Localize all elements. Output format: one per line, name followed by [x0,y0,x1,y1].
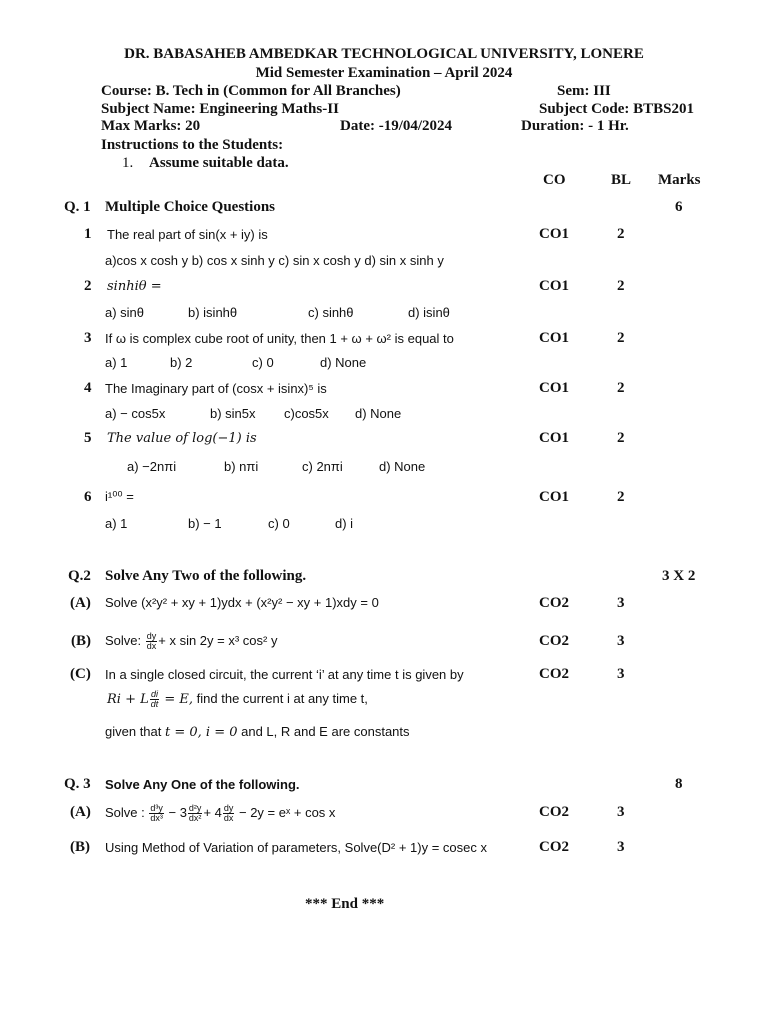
option-d: d) isinθ [408,305,450,320]
q1-item-number: 4 [84,380,92,396]
option-a: a) sinθ [105,305,145,320]
max-marks: Max Marks: 20 [101,118,201,134]
q1-item-bl: 2 [617,430,625,446]
numerator: d³y [150,803,163,813]
q2-item-number: (B) [71,633,91,649]
option-b: b) − 1 [188,516,222,531]
fraction [223,804,235,823]
text-segment: given that [105,724,165,739]
option-a: a) − cos5x [105,406,166,421]
q2-marks: 3 X 2 [662,568,696,584]
exam-date: Date: -19/04/2024 [340,118,453,134]
q1-label: Q. 1 [64,199,91,215]
option-c: c)cos5x [284,406,329,421]
q2-item-bl: 3 [617,595,625,611]
denominator: dx³ [150,813,163,823]
fraction [150,690,160,709]
column-marks: Marks [658,172,701,188]
q3-item-text: Using Method of Variation of parameters, Solve(D² + 1)y = cosec x [105,840,487,855]
option-a: a) −2nπi [127,459,177,474]
denominator: dx [146,641,157,651]
instruction-number: 1. [122,155,134,171]
q1-item-number: 5 [84,430,92,446]
option-d: d) None [320,355,367,370]
q1-item-text: The real part of sin(x + iy) is [107,227,268,242]
text-segment: and L, R and E are constants [237,724,410,739]
numerator: d²y [188,803,202,813]
exam-title: Mid Semester Examination – April 2024 [255,65,513,81]
q1-item-bl: 2 [617,380,625,396]
math-segment: t = 0, i = 0 [165,725,238,740]
q3-item-text [105,804,335,823]
option-c: c) 0 [252,355,274,370]
option-c: c) 0 [268,516,290,531]
text-segment: + 4 [203,804,222,820]
instructions-title: Instructions to the Students: [101,137,284,153]
subject-name: Subject Name: Engineering Maths-II [101,101,339,117]
q1-item-text: The value of log(−1) is [107,431,257,446]
q1-item-options: a)cos x cosh y b) cos x sinh y c) sin x cosh y d) sin x sinh y [105,253,444,268]
q1-item-text: i¹⁰⁰ = [105,489,134,504]
q2-item-number: (C) [70,666,91,682]
q3-marks: 8 [675,776,683,792]
q2-item-text [105,632,277,651]
option-b: b) sin5x [210,406,256,421]
q3-item-number: (A) [70,804,91,820]
text-segment: Solve : [105,804,149,820]
column-bl: BL [611,172,632,188]
math-segment: = E, [160,691,194,707]
q2-item-co: CO2 [539,595,569,611]
q2-item-co: CO2 [539,666,569,682]
q1-item-bl: 2 [617,226,625,242]
text-segment: Solve: [105,632,145,648]
numerator: dy [146,631,157,641]
numerator: di [151,689,159,699]
option-c: c) sinhθ [308,305,354,320]
q2-item-bl: 3 [617,633,625,649]
option-b: b) 2 [170,355,193,370]
q1-item-co: CO1 [539,430,569,446]
q2-item-bl: 3 [617,666,625,682]
q2-item-line [105,724,410,740]
q1-item-bl: 2 [617,330,625,346]
q1-marks: 6 [675,199,683,215]
denominator: dt [150,699,159,709]
fraction [149,804,164,823]
q1-item-text: sinhiθ = [107,279,162,294]
q1-item-text: If ω is complex cube root of unity, then 1 + ω + ω² is equal to [105,331,454,346]
university-name: DR. BABASAHEB AMBEDKAR TECHNOLOGICAL UNIVERSITY, LONERE [124,46,644,62]
q1-item-number: 3 [84,330,92,346]
q1-item-co: CO1 [539,330,569,346]
q1-item-bl: 2 [617,278,625,294]
column-co: CO [543,172,566,188]
option-d: d) i [335,516,354,531]
q1-title: Multiple Choice Questions [105,199,276,215]
denominator: dx² [188,813,202,823]
option-a: a) 1 [105,355,128,370]
denominator: dx [223,813,234,823]
numerator: dy [223,803,234,813]
q1-item-co: CO1 [539,380,569,396]
option-c: c) 2nπi [302,459,343,474]
option-b: b) nπi [224,459,259,474]
q1-item-number: 6 [84,489,92,505]
q3-item-bl: 3 [617,839,625,855]
subject-code: Subject Code: BTBS201 [539,101,695,117]
semester-label: Sem: III [557,83,611,99]
option-a: a) 1 [105,516,128,531]
fraction [146,632,158,651]
q2-title: Solve Any Two of the following. [105,568,307,584]
text-segment: − 3 [164,804,187,820]
option-b: b) isinhθ [188,305,238,320]
option-d: d) None [379,459,426,474]
text-segment: find the current i at any time t, [193,690,368,706]
q2-item-number: (A) [70,595,91,611]
q3-title: Solve Any One of the following. [105,777,300,792]
q1-item-co: CO1 [539,278,569,294]
end-marker: *** End *** [305,896,385,912]
q3-item-bl: 3 [617,804,625,820]
q3-item-co: CO2 [539,804,569,820]
q1-item-number: 1 [84,226,92,242]
q2-item-text: In a single closed circuit, the current ‘i’ at any time t is given by [105,667,464,682]
duration: Duration: - 1 Hr. [521,118,629,134]
q2-item-co: CO2 [539,633,569,649]
q2-label: Q.2 [68,568,91,584]
text-segment: + x sin 2y = x³ cos² y [158,632,278,648]
q1-item-number: 2 [84,278,92,294]
course-label: Course: B. Tech in (Common for All Branches) [101,83,401,99]
instruction-text: Assume suitable data. [149,155,289,171]
q2-item-line [107,690,368,709]
q1-item-co: CO1 [539,226,569,242]
math-segment: Ri + L [107,691,149,707]
q3-item-co: CO2 [539,839,569,855]
q1-item-bl: 2 [617,489,625,505]
option-d: d) None [355,406,402,421]
text-segment: − 2y = eˣ + cos x [235,804,336,820]
q3-item-number: (B) [70,839,90,855]
q3-label: Q. 3 [64,776,91,792]
fraction [188,804,203,823]
q1-item-text: The Imaginary part of (cosx + isinx)⁵ is [105,381,327,396]
q1-item-co: CO1 [539,489,569,505]
q2-item-text: Solve (x²y² + xy + 1)ydx + (x²y² − xy + 1)xdy = 0 [105,595,379,610]
